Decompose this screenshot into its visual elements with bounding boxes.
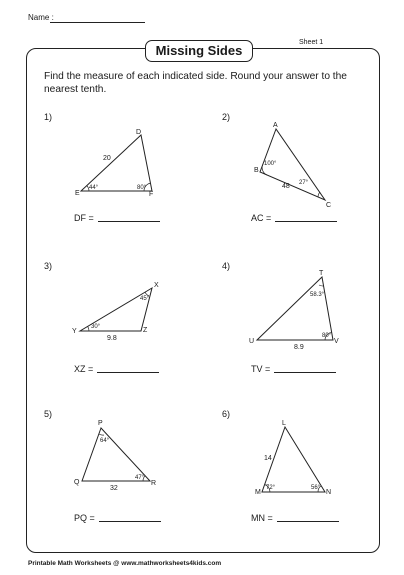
vertex-T: T (319, 270, 324, 277)
vertex-N: N (326, 489, 332, 496)
vertex-Z: Z (143, 327, 148, 334)
angle-label-Y: 30° (91, 324, 101, 330)
answer-label: XZ = (74, 364, 94, 374)
vertex-P: P (98, 420, 103, 427)
angle-label-R: 47° (135, 475, 145, 481)
vertex-U: U (249, 338, 255, 345)
footer-text: Printable Math Worksheets @ (28, 560, 122, 567)
vertex-V: V (334, 338, 339, 345)
vertex-E: E (75, 190, 80, 197)
angle-label-F: 80° (137, 185, 147, 191)
problem-1-number: 1) (44, 112, 53, 122)
problem-6-number: 6) (222, 409, 231, 419)
answer-label: AC = (251, 213, 272, 223)
side-label: 48 (282, 183, 290, 190)
angle-label-B: 100° (264, 161, 277, 167)
side-label: 32 (110, 485, 118, 492)
angle-label-T: 58.3° (310, 292, 325, 298)
angle-label-V: 80° (322, 333, 332, 339)
answer-label: MN = (251, 513, 273, 523)
vertex-C: C (326, 202, 332, 209)
answer-label: TV = (251, 364, 271, 374)
angle-label-P: 64° (100, 438, 110, 444)
problem-6-answer (251, 513, 339, 523)
angle-label-N: 56° (311, 485, 321, 491)
vertex-A: A (273, 122, 278, 129)
problem-5-number: 5) (44, 409, 53, 419)
problem-2-number: 2) (222, 112, 231, 122)
problem-3-number: 3) (44, 261, 53, 271)
angle-label-C: 27° (299, 180, 309, 186)
problem-4-number: 4) (222, 261, 231, 271)
name-label: Name : (28, 13, 54, 22)
side-label: 8.9 (294, 344, 304, 351)
angle-label-E: 44° (89, 185, 99, 191)
angle-label-X: 45° (140, 296, 150, 302)
vertex-D: D (136, 129, 142, 136)
side-label: 14 (264, 455, 272, 462)
vertex-B: B (254, 167, 259, 174)
angle-label-M: 72° (266, 485, 276, 491)
footer-url[interactable]: www.mathworksheets4kids.com (121, 560, 222, 567)
worksheet-title: Missing Sides (145, 40, 253, 62)
vertex-F: F (149, 191, 154, 198)
answer-label: DF = (74, 213, 94, 223)
sheet-number: Sheet 1 (299, 39, 324, 46)
vertex-R: R (151, 480, 157, 487)
vertex-Y: Y (72, 328, 77, 335)
answer-label: PQ = (74, 513, 95, 523)
vertex-M: M (255, 489, 261, 496)
instructions: Find the measure of each indicated side. Round your answer to the nearest tenth. (44, 71, 347, 95)
side-label: 20 (103, 155, 111, 162)
footer (28, 560, 221, 567)
side-label: 9.8 (107, 335, 117, 342)
vertex-L: L (282, 420, 286, 427)
answer-line[interactable] (277, 521, 339, 522)
vertex-Q: Q (74, 479, 80, 486)
vertex-X: X (154, 282, 159, 289)
